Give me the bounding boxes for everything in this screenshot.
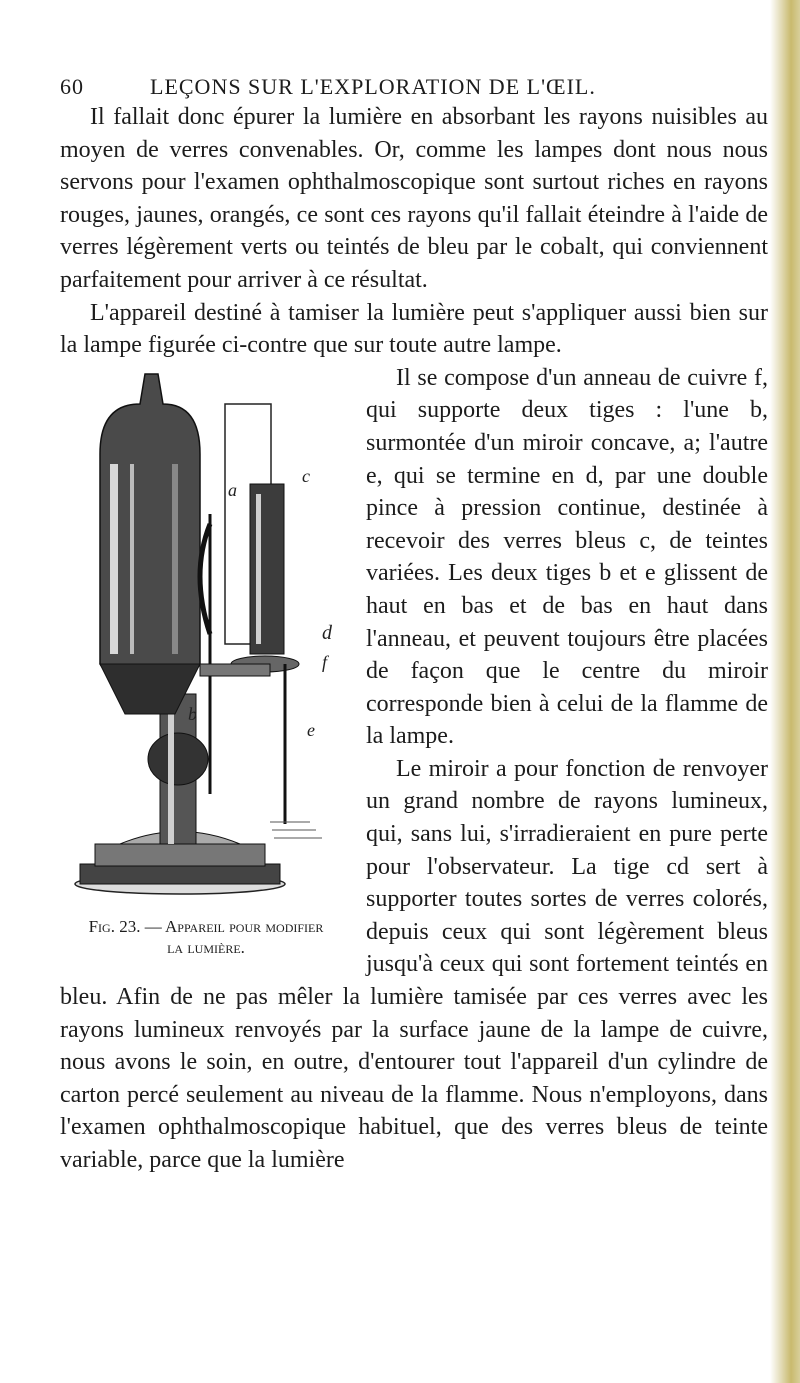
page-number: 60 bbox=[60, 74, 84, 99]
label-f: f bbox=[322, 651, 328, 672]
caption-line-1: Fig. 23. — Appareil pour modifier bbox=[88, 916, 324, 936]
lamp-apparatus-illustration bbox=[60, 364, 352, 912]
label-e: e bbox=[307, 719, 315, 740]
paragraph-2-intro: L'appareil destiné à tamiser la lumière peut s'appliquer aussi bien sur la lampe figurée ci-contre que sur toute autre lampe. bbox=[60, 299, 768, 359]
caption-line-2: la lumière. bbox=[167, 937, 245, 957]
body-text bbox=[60, 101, 768, 1177]
label-c: c bbox=[302, 465, 310, 486]
book-edge bbox=[770, 0, 800, 1383]
paragraph-2-rest: Il se compose d'un anneau de cuivre f, qui supporte deux tiges : l'une b, surmontée d'un miroir concave, a; l'autre e, qui se termine en d, par une double pince à pression continue, destinée à recevoir des verres bleus c, de teintes variées. Les deux tiges b et e glissent de haut en bas et de bas en haut dans l'anneau, et peuvent toujours être placées de façon que le centre du miroir corresponde bien à celui de la flamme de la lampe. bbox=[366, 364, 768, 750]
figure-caption bbox=[60, 916, 352, 958]
label-a: a bbox=[228, 479, 237, 500]
label-b: b bbox=[188, 703, 197, 724]
figure-23 bbox=[60, 364, 352, 956]
page bbox=[60, 58, 768, 1177]
label-d: d bbox=[322, 621, 332, 644]
running-header bbox=[60, 58, 768, 100]
running-title: LEÇONS SUR L'EXPLORATION DE L'ŒIL. bbox=[150, 74, 596, 99]
paragraph-3: Le miroir a pour fonction de renvoyer un grand nombre de rayons lumineux, qui, sans lui, s'irradieraient en pure perte pour l'observateur. La tige cd sert à supporter toutes sortes de verres colorés, depuis ceux qui sont légèrement bleus jusqu'à ceux qui sont fortement teintés en bleu. Afin de ne pas mêler la lumière tamisée par ces verres avec les rayons lumineux renvoyés par la surface jaune de la lampe de cuivre, nous avons le soin, en outre, d'entourer tout l'appareil d'un cylindre de carton percé seulement au niveau de la flamme. Nous n'employons, dans l'examen ophthalmoscopique habituel, que des verres bleus de teinte variable, parce que la lumière bbox=[60, 755, 768, 1173]
paragraph-1: Il fallait donc épurer la lumière en absorbant les rayons nuisibles au moyen de verres convenables. Or, comme les lampes dont nous nous servons pour l'examen ophthalmoscopique sont surtout riches en rayons rouges, jaunes, orangés, ce sont ces rayons qu'il fallait éteindre à l'aide de verres légèrement verts ou teintés de bleu par le cobalt, qui conviennent parfaitement pour arriver à ce résultat. bbox=[60, 104, 768, 293]
